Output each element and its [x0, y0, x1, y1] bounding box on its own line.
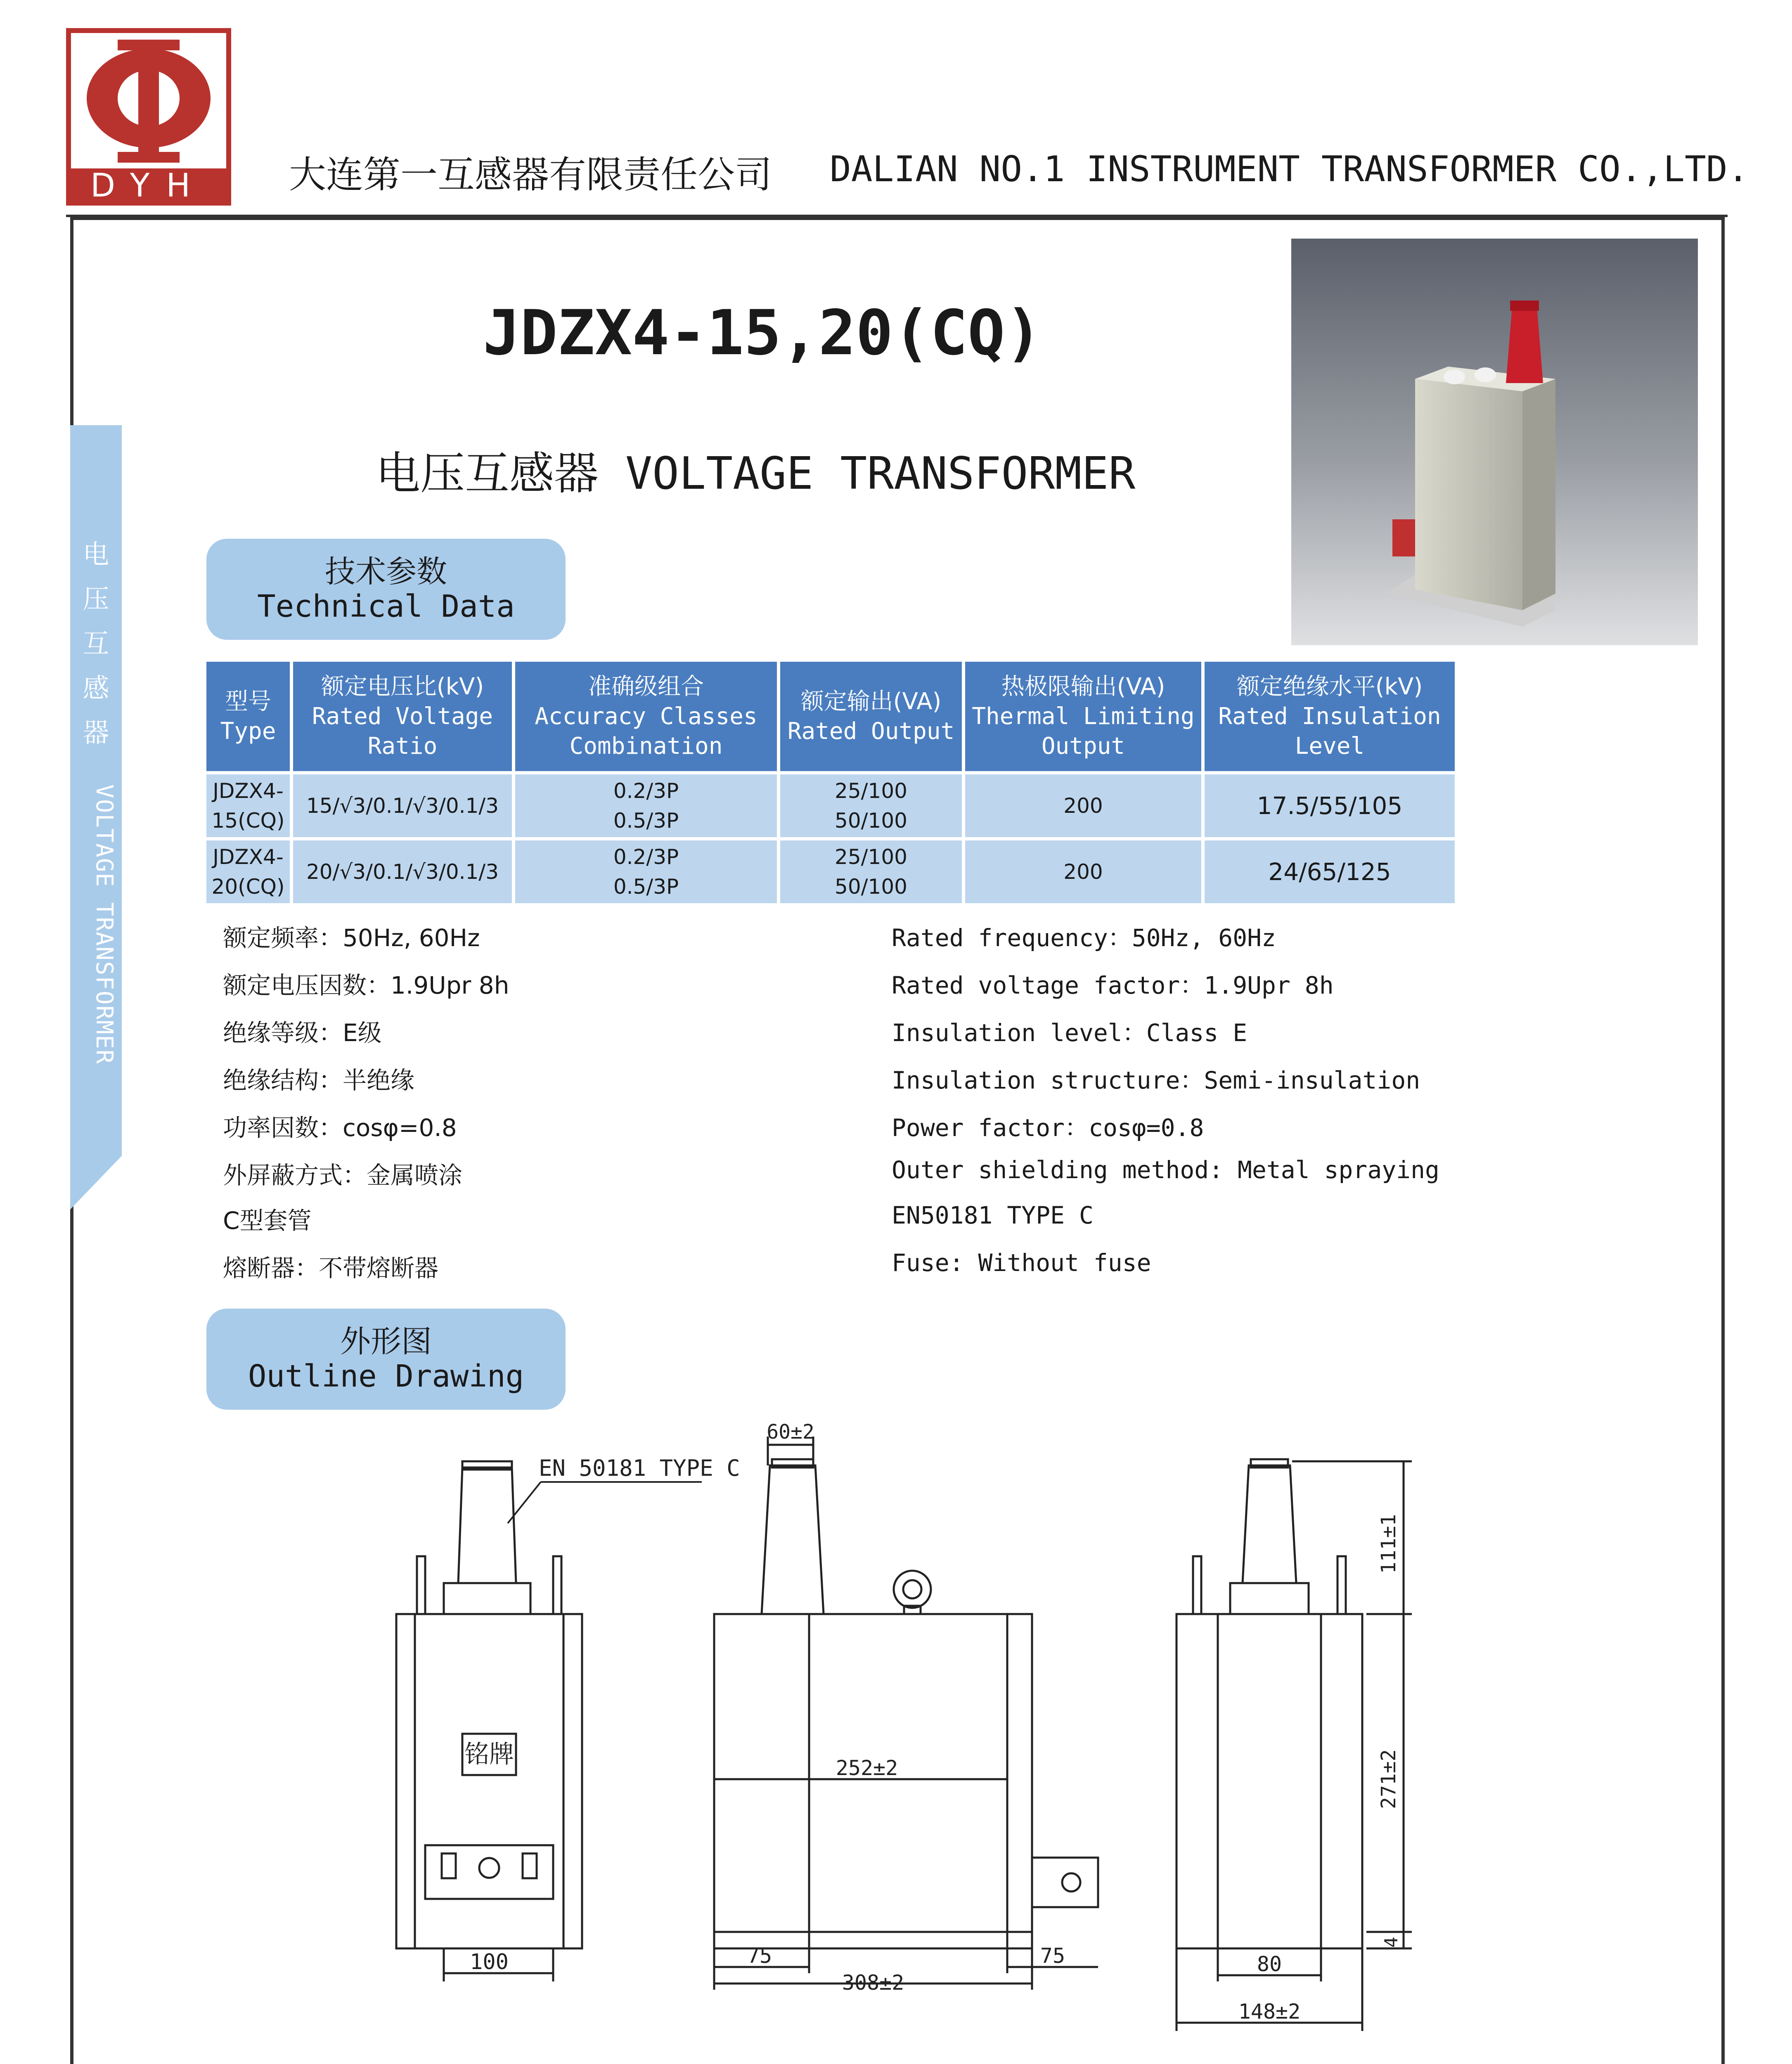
- header-type-cn: 型号: [225, 688, 271, 715]
- header-ratio-cn: 额定电压比(kV): [321, 673, 484, 700]
- spec-cn-frequency: 额定频率：50Hz, 60Hz: [223, 924, 480, 952]
- logo-text: DYH: [90, 167, 207, 204]
- cell-accuracy-2: 0.5/3P: [613, 809, 679, 833]
- dim-271: 271±2: [1377, 1749, 1400, 1809]
- spec-en-fuse: Fuse: Without fuse: [892, 1249, 1151, 1277]
- outline-drawing-cn: 外形图: [340, 1324, 432, 1359]
- header-type-en: Type: [220, 717, 276, 745]
- technical-data-heading: [206, 539, 566, 640]
- spec-en-power-factor: Power factor：cosφ=0.8: [892, 1114, 1204, 1142]
- spec-cn-insulation-structure: 绝缘结构：半绝缘: [223, 1066, 415, 1094]
- company-name-cn: 大连第一互感器有限责任公司: [289, 153, 772, 196]
- header-insulation: [1205, 662, 1455, 771]
- header-ratio-en: Rated Voltage Ratio: [312, 703, 493, 760]
- company-logo: [66, 28, 231, 206]
- header-accuracy: [515, 662, 777, 771]
- dim-60: 60±2: [767, 1420, 814, 1444]
- spec-cn-voltage-factor: 额定电压因数：1.9Upr 8h: [223, 971, 509, 999]
- cell-accuracy-2: 0.5/3P: [613, 875, 679, 899]
- spec-en-voltage-factor: Rated voltage factor：1.9Upr 8h: [892, 971, 1334, 999]
- dim-148: 148±2: [1238, 2000, 1301, 2024]
- cell-output: [780, 840, 962, 903]
- dim-252: 252±2: [836, 1756, 898, 1780]
- table-row: [206, 840, 1455, 903]
- product-photo: [1291, 239, 1698, 645]
- header-type: [206, 662, 290, 771]
- end-view: [1177, 1459, 1412, 2031]
- cell-ratio: 15/√3/0.1/√3/0.1/3: [293, 774, 512, 837]
- header-output-en: Rated Output: [787, 717, 955, 745]
- cell-accuracy: [515, 840, 777, 903]
- bushing-label: EN 50181 TYPE C: [539, 1455, 740, 1481]
- company-name-en: DALIAN NO.1 INSTRUMENT TRANSFORMER CO.,LTD.: [830, 149, 1749, 190]
- cell-output-1: 25/100: [835, 845, 907, 869]
- outline-drawing-en: Outline Drawing: [248, 1359, 524, 1394]
- page-title: JDZX4-15,20(CQ): [483, 297, 1042, 369]
- header-thermal-cn: 热极限输出(VA): [1001, 673, 1165, 700]
- header-insulation-en: Rated Insulation: [1218, 703, 1441, 730]
- cell-thermal: 200: [965, 840, 1201, 903]
- header-output-cn: 额定输出(VA): [800, 688, 942, 715]
- spec-en-insulation-level: Insulation level：Class E: [892, 1019, 1248, 1047]
- cell-accuracy-1: 0.2/3P: [613, 845, 679, 869]
- cell-accuracy: [515, 774, 777, 837]
- cell-accuracy-1: 0.2/3P: [613, 779, 679, 803]
- header-accuracy-cn: 准确级组合: [588, 673, 704, 700]
- dim-75-left: 75: [747, 1944, 772, 1968]
- front-view: [396, 1455, 740, 1981]
- cell-thermal: 200: [965, 774, 1201, 837]
- cell-insulation: 24/65/125: [1205, 840, 1455, 903]
- technical-data-cn: 技术参数: [325, 554, 447, 589]
- header-accuracy-en2: Combination: [569, 732, 723, 760]
- header-ratio: [293, 662, 512, 771]
- outline-drawing-heading: [206, 1309, 566, 1410]
- nameplate-label: 铭牌: [464, 1740, 514, 1769]
- spec-en-frequency: Rated frequency：50Hz, 60Hz: [892, 924, 1276, 952]
- technical-data-en: Technical Data: [257, 589, 515, 624]
- table-header-row: [206, 662, 1455, 771]
- side-banner-cn: 电压互感器: [83, 540, 109, 748]
- header-thermal: [965, 662, 1201, 771]
- cell-type: JDZX4-20(CQ): [206, 840, 290, 903]
- header-thermal-en: Thermal Limiting: [972, 703, 1195, 730]
- spec-table: [203, 658, 1458, 907]
- spec-cn-shielding: 外屏蔽方式：金属喷涂: [223, 1161, 463, 1189]
- cell-ratio: 20/√3/0.1/√3/0.1/3: [293, 840, 512, 903]
- dim-111: 111±1: [1377, 1514, 1400, 1574]
- spec-en-insulation-structure: Insulation structure：Semi-insulation: [892, 1066, 1420, 1094]
- header-insulation-cn: 额定绝缘水平(kV): [1236, 673, 1423, 700]
- outline-drawing: [343, 1420, 1432, 2064]
- spec-cn-power-factor: 功率因数：cosφ=0.8: [223, 1114, 457, 1142]
- cell-type: JDZX4-15(CQ): [206, 774, 290, 837]
- header-thermal-en2: Output: [1041, 732, 1125, 760]
- spec-en-shielding: Outer shielding method: Metal spraying: [892, 1156, 1439, 1184]
- table-row: [206, 774, 1455, 837]
- cell-output: [780, 774, 962, 837]
- dim-308: 308±2: [842, 1971, 904, 1995]
- side-banner-en: VOLTAGE TRANSFORMER: [91, 784, 118, 1065]
- spec-cn-fuse: 熔断器：不带熔断器: [223, 1254, 439, 1282]
- cell-insulation: 17.5/55/105: [1205, 774, 1455, 837]
- side-view: [714, 1420, 1098, 1995]
- cell-output-2: 50/100: [835, 875, 907, 899]
- page-subtitle: 电压互感器 VOLTAGE TRANSFORMER: [376, 448, 1136, 499]
- dim-100: 100: [470, 1950, 509, 1974]
- spec-en-bushing: EN50181 TYPE C: [892, 1201, 1094, 1229]
- spec-cn-insulation-level: 绝缘等级：E级: [223, 1019, 382, 1047]
- cell-output-1: 25/100: [835, 779, 907, 803]
- header-accuracy-en: Accuracy Classes: [535, 703, 758, 730]
- cell-output-2: 50/100: [835, 809, 907, 833]
- dim-75-right: 75: [1040, 1944, 1065, 1968]
- spec-cn-bushing: C型套管: [223, 1207, 312, 1235]
- dim-80: 80: [1257, 1952, 1282, 1976]
- dim-4: 4: [1381, 1936, 1402, 1948]
- header-insulation-en2: Level: [1295, 732, 1365, 760]
- header-output: [780, 662, 962, 771]
